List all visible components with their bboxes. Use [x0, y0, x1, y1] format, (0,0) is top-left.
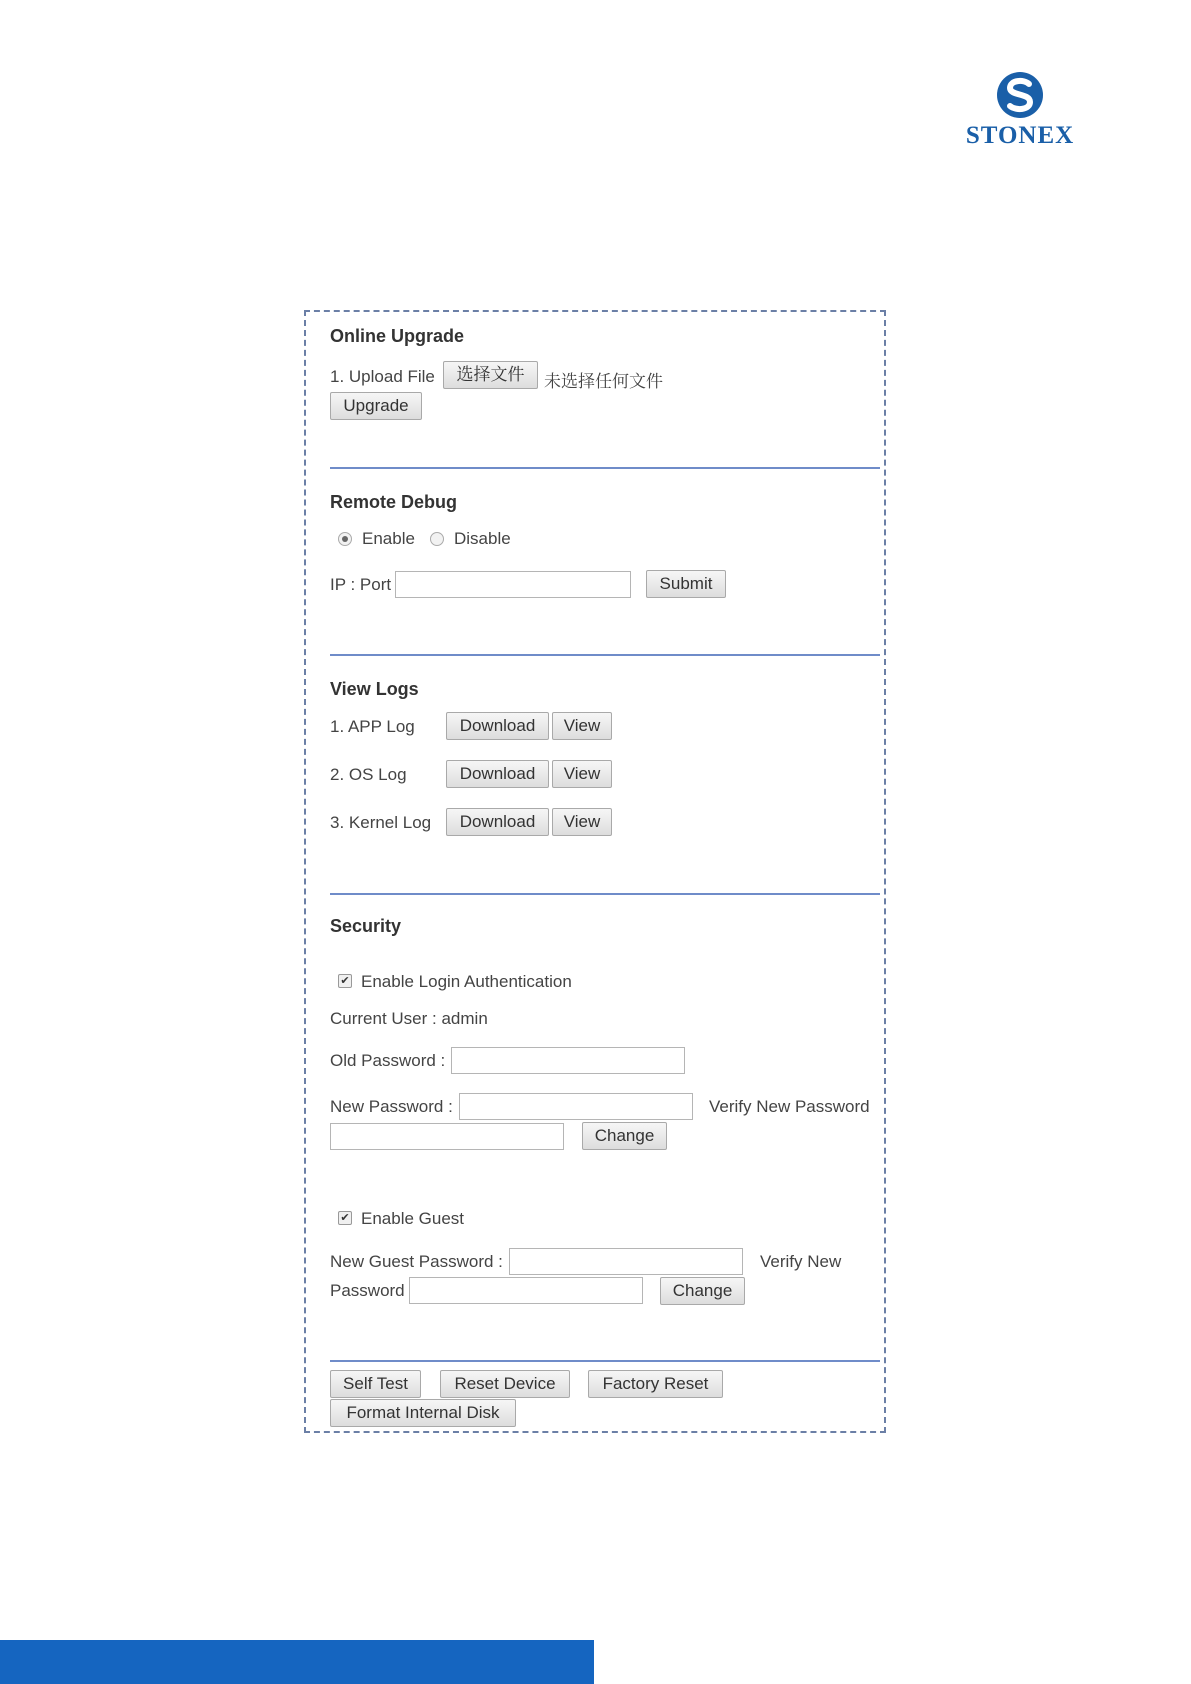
- enable-guest-label: Enable Guest: [361, 1209, 465, 1228]
- login-auth-checkbox[interactable]: ✔: [338, 974, 352, 988]
- old-password-label: Old Password :: [330, 1051, 446, 1070]
- new-password-input[interactable]: [459, 1093, 693, 1120]
- upload-file-label: 1. Upload File: [330, 367, 435, 386]
- security-title: Security: [330, 916, 402, 936]
- os-log-view-button[interactable]: View: [552, 760, 612, 788]
- app-log-label: 1. APP Log: [330, 717, 415, 736]
- reset-device-button[interactable]: Reset Device: [440, 1370, 570, 1398]
- brand-name: STONEX: [965, 122, 1075, 149]
- choose-file-button[interactable]: 选择文件: [443, 361, 538, 389]
- factory-reset-button[interactable]: Factory Reset: [588, 1370, 723, 1398]
- section-divider: [330, 893, 880, 895]
- disable-radio[interactable]: [430, 532, 444, 546]
- enable-guest-checkbox[interactable]: ✔: [338, 1211, 352, 1225]
- new-guest-password-label: New Guest Password :: [330, 1252, 503, 1271]
- app-log-view-button[interactable]: View: [552, 712, 612, 740]
- settings-panel: [304, 310, 886, 1433]
- ip-port-input[interactable]: [395, 571, 631, 598]
- upgrade-button[interactable]: Upgrade: [330, 392, 422, 420]
- section-divider: [330, 654, 880, 656]
- stonex-emblem-icon: [996, 70, 1044, 120]
- submit-button[interactable]: Submit: [646, 570, 726, 598]
- footer-bar: [0, 1640, 594, 1684]
- enable-radio-label: Enable: [362, 529, 415, 548]
- stonex-logo: [960, 70, 1080, 150]
- login-auth-label: Enable Login Authentication: [361, 972, 572, 991]
- password-label: Password: [330, 1281, 405, 1300]
- verify-new-password-input[interactable]: [330, 1123, 564, 1150]
- verify-new-label: Verify New: [760, 1252, 842, 1271]
- enable-radio[interactable]: [338, 532, 352, 546]
- os-log-download-button[interactable]: Download: [446, 760, 549, 788]
- disable-radio-label: Disable: [454, 529, 511, 548]
- remote-debug-title: Remote Debug: [330, 492, 458, 512]
- kernel-log-label: 3. Kernel Log: [330, 813, 432, 832]
- change-password-button[interactable]: Change: [582, 1122, 667, 1150]
- verify-guest-password-input[interactable]: [409, 1277, 643, 1304]
- section-divider: [330, 467, 880, 469]
- self-test-button[interactable]: Self Test: [330, 1370, 421, 1398]
- ip-port-label: IP : Port: [330, 575, 392, 594]
- new-password-label: New Password :: [330, 1097, 453, 1116]
- os-log-label: 2. OS Log: [330, 765, 407, 784]
- change-guest-password-button[interactable]: Change: [660, 1277, 745, 1305]
- new-guest-password-input[interactable]: [509, 1248, 743, 1275]
- online-upgrade-title: Online Upgrade: [330, 326, 465, 346]
- view-logs-title: View Logs: [330, 679, 419, 699]
- no-file-selected-text: 未选择任何文件: [544, 372, 663, 391]
- verify-new-password-label: Verify New Password: [709, 1097, 870, 1116]
- kernel-log-download-button[interactable]: Download: [446, 808, 549, 836]
- section-divider: [330, 1360, 880, 1362]
- kernel-log-view-button[interactable]: View: [552, 808, 612, 836]
- app-log-download-button[interactable]: Download: [446, 712, 549, 740]
- format-internal-disk-button[interactable]: Format Internal Disk: [330, 1399, 516, 1427]
- current-user-label: Current User : admin: [330, 1009, 488, 1028]
- old-password-input[interactable]: [451, 1047, 685, 1074]
